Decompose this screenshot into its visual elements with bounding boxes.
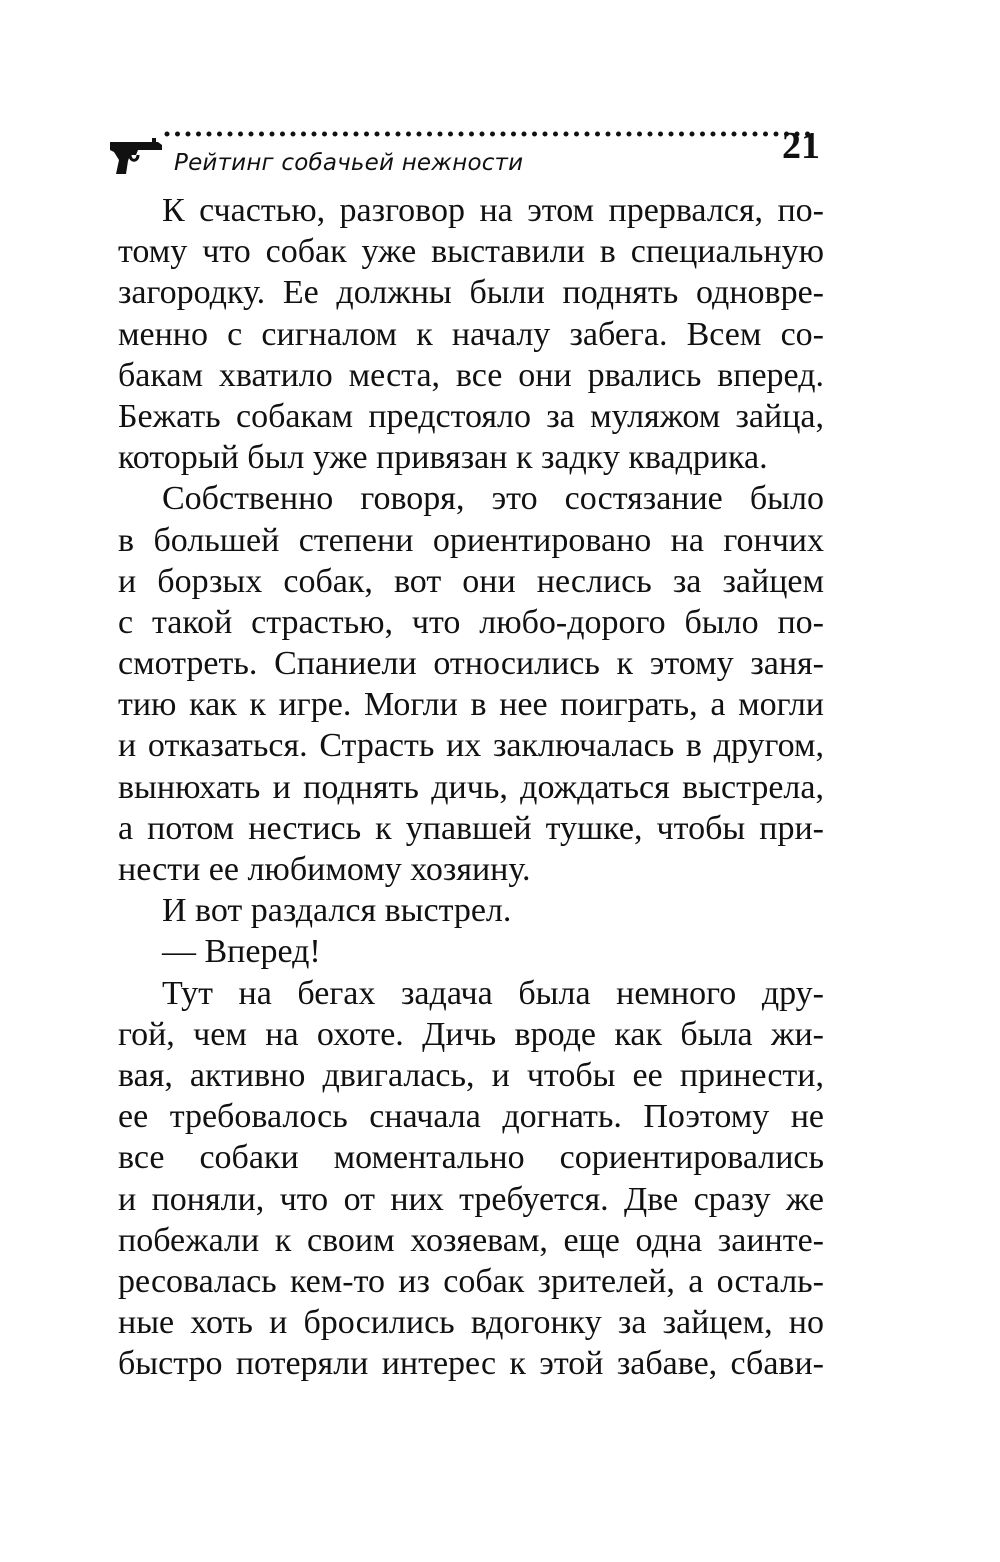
text-line: побежали к своим хозяевам, еще одна заинте- bbox=[118, 1221, 824, 1259]
text-line: Бежать собакам предстояло за муляжом зайца, bbox=[118, 397, 824, 435]
text-line: ресовалась кем-то из собак зрителей, а осталь- bbox=[118, 1262, 824, 1300]
header-dotted-rule bbox=[164, 128, 812, 140]
text-line: тому что собак уже выставили в специальную bbox=[118, 233, 824, 271]
text-line: ные хоть и бросились вдогонку за зайцем, но bbox=[118, 1304, 824, 1342]
dialogue-line: — Вперед! bbox=[162, 933, 321, 971]
text-line: К счастью, разговор на этом прервался, по- bbox=[162, 192, 824, 229]
text-line: с такой страстью, что любо-дорого было по- bbox=[118, 603, 824, 641]
text-line: тию как к игре. Могли в нее поиграть, а могли bbox=[118, 686, 824, 724]
page-header bbox=[108, 120, 824, 186]
text-line: Тут на бегах задача была немного дру- bbox=[162, 974, 824, 1012]
text-line: бакам хватило места, все они рвались вперед. bbox=[118, 356, 824, 394]
text-line: нести ее любимому хозяину. bbox=[118, 851, 531, 888]
text-line: загородку. Ее должны были поднять одновре- bbox=[118, 274, 824, 312]
body-text bbox=[118, 190, 824, 1384]
text-line: вынюхать и поднять дичь, дождаться выстрела, bbox=[118, 768, 824, 806]
text-line: и поняли, что от них требуется. Две сразу же bbox=[118, 1180, 824, 1218]
text-line: а потом нестись к упавшей тушке, чтобы при- bbox=[118, 809, 824, 847]
text-line: И вот раздался выстрел. bbox=[162, 892, 512, 930]
text-line: все собаки моментально сориентировались bbox=[118, 1139, 824, 1177]
running-title: Рейтинг собачьей нежности bbox=[174, 150, 524, 176]
text-line: ее требовалось сначала догнать. Поэтому не bbox=[118, 1098, 824, 1136]
text-line: и отказаться. Страсть их заключалась в другом, bbox=[118, 727, 824, 765]
text-line: быстро потеряли интерес к этой забаве, сбави- bbox=[118, 1345, 824, 1383]
text-line: и борзых собак, вот они неслись за зайцем bbox=[118, 562, 824, 600]
text-line: Собственно говоря, это состязание было bbox=[162, 480, 824, 518]
text-line: в большей степени ориентировано на гончих bbox=[118, 521, 824, 559]
page-number: 21 bbox=[782, 125, 820, 167]
text-line: вая, активно двигалась, и чтобы ее принести, bbox=[118, 1056, 824, 1094]
text-line: гой, чем на охоте. Дичь вроде как была жи- bbox=[118, 1015, 824, 1053]
text-line: смотреть. Спаниели относились к этому заня- bbox=[118, 645, 824, 683]
text-line: менно с сигналом к началу забега. Всем со- bbox=[118, 315, 824, 353]
text-line: который был уже привязан к задку квадрика. bbox=[118, 439, 768, 477]
revolver-icon bbox=[108, 128, 166, 180]
